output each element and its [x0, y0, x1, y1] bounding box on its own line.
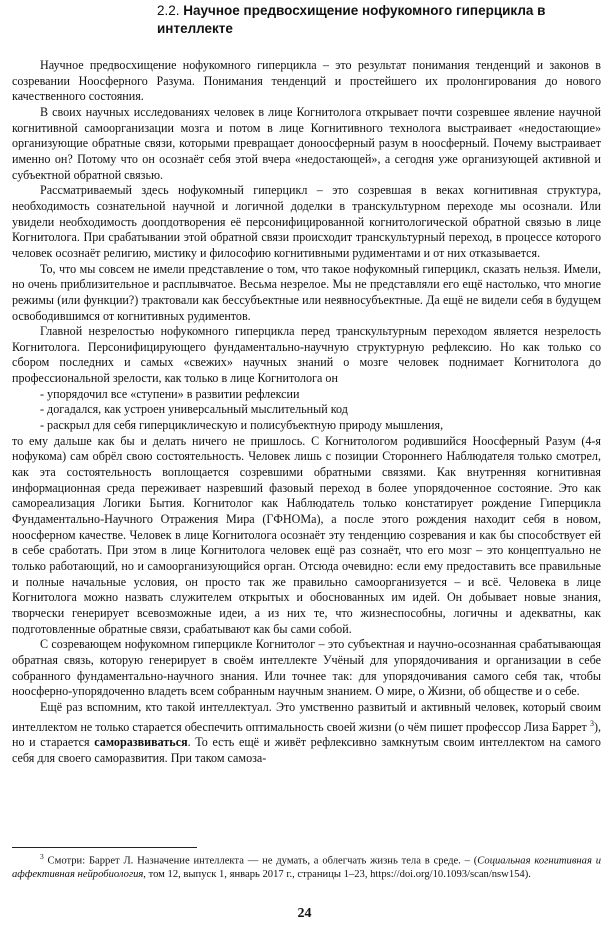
footnote-divider — [12, 847, 197, 848]
paragraph: Главной незрелостью нофукомного гиперцикла перед транскультурным переходом является незрелость Когнитолога. Персонифицирующего фундаментально-научную структурную рефлексию. Но как только со сбором последних и самых «свежих» научных знаний о мозге человек поднимает Когнитолога до профессиональной зрелости, как только в лице Когнитолога он — [12, 324, 601, 386]
text-run: ), но и старается — [12, 719, 601, 750]
paragraph-continuation: то ему дальше как бы и делать ничего не пришлось. С Когнитологом родившийся Ноосферный Разум (4-я нофукома) сам обрёл свою состоятельность. Человек лишь с позиции Стороннего Наблюдателя только смотрел, как эта состоятельность воплощается созревшими обратными связями. Как внутренняя когнитивная информационная среда переживает назревший фазовый переход в более упорядоченное состояние. Это как самореализация Логики Бытия. Когнитолог как Наблюдатель только констатирует рождение Гиперцикла Фундаментально-Научного Отражения Мира (ГФНОМа), а после этого рождения находит себя в новом, ноосферном качестве. Человек в лице Когнитолога осознаёт эту тенденцию созревания и как бы способствует ей в себе сработать. При этом в лице Когнитолога человек ещё раз сознаёт, что его мозг – это концептуально не только работающий, но и самоорганизующийся орган. Отсюда очевидно: если ему предоставить все правильные и полные начальные условия, он просто так же правильно самоорганизуется – и всё. Человека в лице Когнитолога можно назвать служителем открытых и обоснованных им идей. Он добывает новые знания, творчески генерирует всевозможные идеи, а из них те, что жизнеспособны, логичны и адекватны, как подготовленные обратные связи, срабатывают как бы сами собой. — [12, 433, 601, 636]
paragraph: В своих научных исследованиях человек в лице Когнитолога открывает почти созревшее явление научной когнитивной самоорганизации мозга и потом в лице Когнитивного технолога выстраивает «недостающие» организующие обратные связи, которыми превращает доноосферный разум в ноосферный. Почему выстраивает именно он? Потому что он осознаёт себя этой вчера «недостающей», а сегодня уже организующей активной и субъектной обратной связью. — [12, 104, 601, 182]
section-heading — [12, 2, 601, 38]
footnote — [12, 850, 601, 882]
list-item: - догадался, как устроен универсальный мыслительный код — [40, 402, 348, 417]
paragraph-last — [12, 700, 601, 767]
list-item: - раскрыл для себя гиперциклическую и полисубъектную природу мышления, — [40, 418, 444, 433]
text-run: . То есть ещё и живёт рефлексивно замкнутым своим интеллектом на самого себя для своего саморазвития. При таком самоза- — [12, 735, 601, 765]
section-title: Научное предвосхищение нофукомного гиперцикла в интеллекте — [157, 3, 546, 36]
paragraph: Научное предвосхищение нофукомного гиперцикла – это результат понимания тенденций и законов в созревании Ноосферного Разума. Понимания тенденций и простейшего их пролонгирования до нового качественного состояния. — [12, 58, 601, 104]
paragraph: То, что мы совсем не имели представление о том, что такое нофукомный гиперцикл, сказать нельзя. Имели, но очень приблизительное и расплывчатое. Весьма незрелое. Мы не представляли его ещё настолько, что многие режимы (или функции?) трактовали как бессубъектные или неявносубъектные. Да ещё не видели себя в будущем освободившимся от когнитивных рудиментов. — [12, 261, 601, 323]
text-run: Ещё раз вспомним, кто такой интеллектуал. Это умственно развитый и активный человек, который своим интеллектом не только старается обеспечить оптимальность своей жизни (о чём пишет профессор Лиза Баррет — [12, 699, 601, 734]
footnote-mark: 3 — [40, 852, 44, 861]
page-number: 24 — [297, 906, 312, 921]
paragraph: Рассматриваемый здесь нофукомный гиперцикл – это созревшая в веках когнитивная структура, необходимость сознательной научной и логичной доделки в транскультурном переходе мы осознали. Или увидели необходимость доопдотворения её персонифицированной когнитологической обратной связью в лице Когнитолога. При срабатывании этой обратной связи происходит транскультурный переход, в процессе которого человек осознаёт религию, мистику и философию когнитивными рудиментами и от них отказывается. — [12, 183, 601, 260]
emphasis-bold: саморазвиваться — [94, 735, 188, 750]
section-number: 2.2. — [157, 3, 180, 18]
list-item: - упорядочил все «ступени» в развитии рефлексии — [40, 386, 300, 401]
footnote-reference: 3 — [589, 718, 594, 728]
footnote-tail: , том 12, выпуск 1, январь 2017 г., страницы 1–23, https://doi.org/10.1093/scan/nsw154). — [143, 869, 531, 881]
footnote-journal: Социальная когнитивная и аффективная нейробиология — [12, 855, 601, 881]
paragraph: С созревающем нофукомном гиперцикле Когнитолог – это субъектная и научно-осознанная срабатывающая обратная связь, которую генерирует в своём интеллекте Учёный для упорядочивания и организации в себе собранного фундаментально-научного знания. Или точнее так: для упорядочивания самого себя так, чтобы ноосферно-упорядоченно владеть всем собранным научным знанием. О мире, о Жизни, об обществе и о себе. — [12, 637, 601, 699]
footnote-lead: Смотри: Баррет Л. Назначение интеллекта — не думать, а облегчать жизнь тела в среде. – ( — [43, 855, 478, 867]
body-text — [12, 58, 601, 767]
